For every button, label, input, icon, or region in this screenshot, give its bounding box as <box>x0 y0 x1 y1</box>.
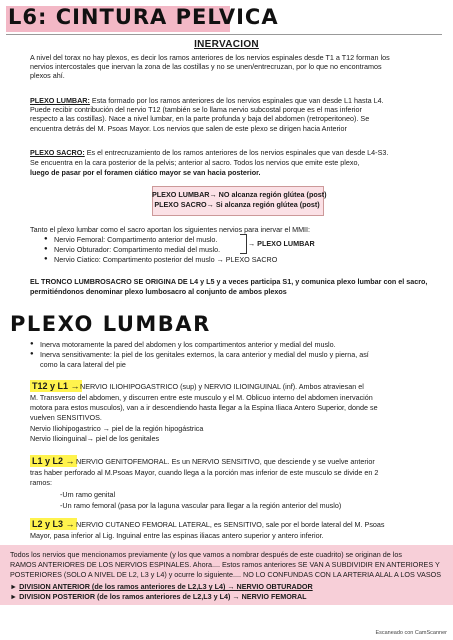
plexo-sacro-line-3: luego de pasar por el foramen ciático mayor se van hacia posterior. <box>30 168 261 177</box>
title-underline <box>6 34 442 35</box>
plexo-lumbar-heading: PLEXO LUMBAR <box>10 312 211 336</box>
t12-line-1: NERVIO ILIOHIPOGASTRICO (sup) y NERVIO ILIOINGUINAL (inf). Ambos atraviesan el <box>80 382 364 391</box>
plexo-lumbar-label: PLEXO LUMBAR: <box>30 96 90 105</box>
plexo-sacro-line-2: Se encuentra en la cara posterior de la pelvis; anterior al sacro. Todos los nervios que emite este plexo, <box>30 158 360 167</box>
plexo-bullet-3: como la cara lateral del pie <box>40 360 126 369</box>
plexo-sacro-label: PLEXO SACRO: <box>30 148 85 157</box>
inervacion-heading: INERVACION <box>194 39 259 50</box>
division-anterior-text: DIVISION ANTERIOR (de los ramos anteriores de L2,L3 y L4) → NERVIO OBTURADOR <box>19 582 313 591</box>
scanner-watermark: Escaneado con CamScanner <box>375 630 447 636</box>
bullet-icon: ● <box>44 256 48 262</box>
brace-icon <box>240 234 247 254</box>
l1-l2-tag: L1 y L2 → <box>32 456 75 466</box>
box-line-1: Todos los nervios que mencionamos previamente (y los que vamos a nombrar después de este cuadrito) se originan de los <box>10 550 402 559</box>
summary-box-line-2: PLEXO SACRO→ Si alcanza región glútea (post) <box>154 200 320 209</box>
plexo-sacro-text-1: Es el entrecruzamiento de los ramos anteriores de los nervios espinales que van desde L4-S3. <box>84 148 389 157</box>
intro-line-2: nervios intercostales que inervan la zona de las costillas y no se unen/entrecruzan, por lo que no encontramos <box>30 62 382 71</box>
plexo-bullet-2: Inerva sensitivamente: la piel de los genitales externos, la cara anterior y medial del muslo y pierna, así <box>40 350 369 359</box>
bullet-icon: ● <box>44 246 48 252</box>
box-line-3: POSTERIORES (SOLO A NIVEL DE L2, L3 y L4) y ocurre lo siguiente.... NO LO CONFUNDAS CON LA ARTERIA ALAL A LOS VASOS <box>10 570 442 579</box>
division-posterior-text: DIVISION POSTERIOR (de los ramos anteriores de L2,L3 y L4) → NERVIO FEMORAL <box>19 592 307 601</box>
l1l2-line-4: -Um ramo genital <box>60 490 116 499</box>
l1l2-line-3: ramos: <box>30 478 52 487</box>
t12-line-6: Nervio Ilioinguinal→ piel de los genitales <box>30 434 160 443</box>
summary-box-line-1: PLEXO LUMBAR→ NO alcanza región glútea (post) <box>152 190 327 199</box>
plexo-lumbar-line-4: encuentra detrás del M. Psoas Mayor. Los nervios que salen de este plexo se dirigen hacia Anterior <box>30 124 347 133</box>
l1l2-line-1: NERVIO GENITOFEMORAL. Es un NERVIO SENSITIVO, que desciende y se vuelve anterior <box>76 457 375 466</box>
tronco-line-2: permitiéndonos denominar plexo lumbosacro al conjunto de ambos plexos <box>30 287 287 296</box>
nervios-intro: Tanto el plexo lumbar como el sacro aportan los siguientes nervios para inervar el MMII: <box>30 225 311 234</box>
l2l3-line-1: NERVIO CUTANEO FEMORAL LATERAL, es SENSITIVO, sale por el borde lateral del M. Psoas <box>76 520 385 529</box>
l2-l3-tag: L2 y L3 → <box>32 519 75 529</box>
division-anterior: ► DIVISION ANTERIOR (de los ramos anteriores de L2,L3 y L4) → NERVIO OBTURADOR <box>10 582 313 591</box>
nervio-femoral: Nervio Femoral: Compartimento anterior del muslo. <box>54 235 218 244</box>
plexo-sacro-paragraph-1 <box>30 148 388 157</box>
intro-line-1: A nivel del torax no hay plexos, es decir los ramos anteriores de los nervios espinales desde T1 a T12 forman los <box>30 53 390 62</box>
bullet-icon: ● <box>44 236 48 242</box>
plexo-lumbar-line-3: respecto a las costillas). Nace a nivel lumbar, en la parte profunda y baja del abdomen (retroperitoneo). Se <box>30 114 370 123</box>
bullet-icon: ● <box>30 341 34 347</box>
plexo-bullet-1: Inerva motoramente la pared del abdomen y los compartimentos anterior y medial del muslo. <box>40 340 336 349</box>
brace-label: → PLEXO LUMBAR <box>248 239 315 248</box>
t12-line-4: vuelven SENSITIVOS. <box>30 413 102 422</box>
l1l2-line-2: tras haber perforado al M.Psoas Mayor, cuando llega a la porción mas inferior de este musculo se divide en 2 <box>30 468 379 477</box>
plexo-lumbar-paragraph-1 <box>30 96 384 105</box>
t12-line-3: motora para estos musculos), van a ir descendiendo hasta llegar a la Espina Iliaca Antero Superior, donde se <box>30 403 378 412</box>
t12-line-5: Nervio Iliohipogastrico → piel de la región hipogástrica <box>30 424 204 433</box>
t12-l1-tag: T12 y L1 → <box>32 381 80 391</box>
title-block <box>6 4 279 34</box>
nervio-ciatico: Nervio Ciatico: Compartimento posterior del muslo → PLEXO SACRO <box>54 255 278 264</box>
l1l2-line-5: -Un ramo femoral (pasa por la laguna vascular para llegar a la región anterior del muslo) <box>60 501 342 510</box>
tronco-line-1: EL TRONCO LUMBROSACRO SE ORIGINA DE L4 y L5 y a veces participa S1, y comunica plexo lumbar con el sacro, <box>30 277 428 286</box>
plexo-lumbar-text-1: Esta formado por los ramos anteriores de los nervios espinales que van desde L1 hasta L4. <box>89 96 384 105</box>
page-title: L6: CINTURA PELVICA <box>8 5 279 29</box>
t12-line-2: M. Transverso del abdomen, y discurren entre este musculo y el M. Oblicuo interno del abdomen inervación <box>30 393 373 402</box>
l2l3-line-2: Mayor, pasa inferior al Lig. Inguinal entre las espinas iliacas antero superior y antero inferior. <box>30 531 324 540</box>
plexo-lumbar-line-2: Puede recibir contribución del nervio T12 (también se lo llama nervio subcostal porque es el mas inferior <box>30 105 362 114</box>
division-posterior: ► DIVISION POSTERIOR (de los ramos anteriores de L2,L3 y L4) → NERVIO FEMORAL <box>10 592 307 601</box>
bullet-icon: ● <box>30 351 34 357</box>
box-line-2: RAMOS ANTERIORES DE LOS NERVIOS ESPINALES. Ahora.... Estos ramos anteriores SE VAN A SUBDIVIDIR EN ANTERIORES Y <box>10 560 440 569</box>
nervio-obturador: Nervio Obturador: Compartimento medial del muslo. <box>54 245 221 254</box>
intro-line-3: plexos ahí. <box>30 71 65 80</box>
